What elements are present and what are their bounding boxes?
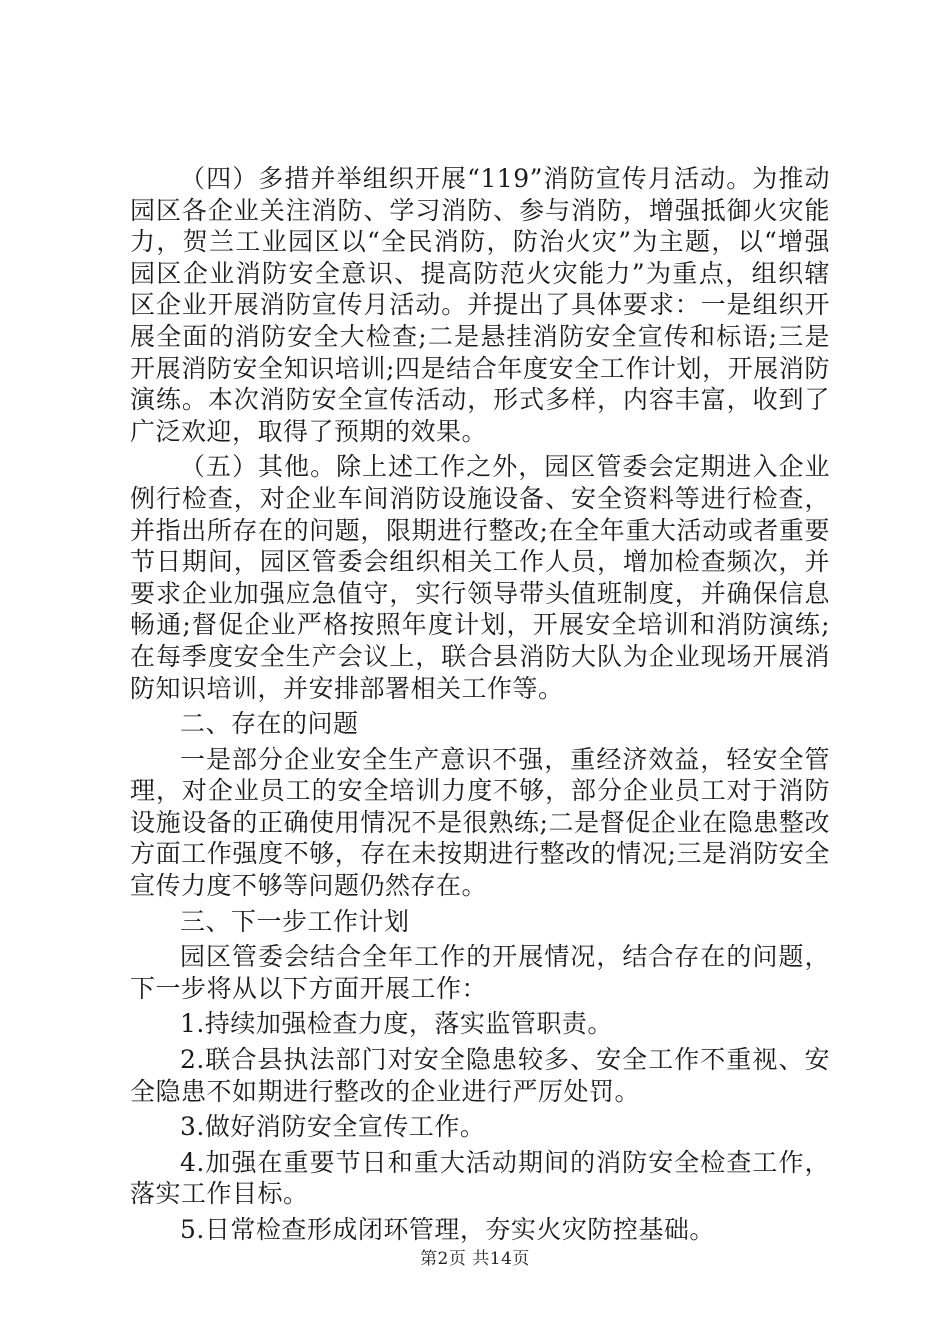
paragraph-fire-safety-month: （四）多措并举组织开展“119”消防宣传月活动。为推动园区各企业关注消防、学习消防、参与消防，增强抵御火灾能力，贺兰工业园区以“全民消防，防治火灾”为主题，以“增强园区企业消防安全意识、提高防范火灾能力”为重点，组织辖区企业开展消防宣传月活动。并提出了具体要求：一是组织开展全面的消防安全大检查;二是悬挂消防安全宣传和标语;三是开展消防安全知识培训;四是结合年度安全工作计划，开展消防演练。本次消防安全宣传活动，形式多样，内容丰富，收到了广泛欢迎，取得了预期的效果。 (130, 164, 830, 446)
list-item: 3.做好消防安全宣传工作。 (180, 1112, 486, 1142)
paragraph-problems: 一是部分企业安全生产意识不强，重经济效益，轻安全管理，对企业员工的安全培训力度不够，部分企业员工对于消防设施设备的正确使用情况不是很熟练;二是督促企业在隐患整改方面工作强度不够，存在未按期进行整改的情况;三是消防安全宣传力度不够等问题仍然存在。 (130, 744, 830, 901)
list-item: 1.持续加强检查力度，落实监管职责。 (180, 1009, 613, 1039)
section-heading-next-plan: 三、下一步工作计划 (180, 906, 410, 936)
list-item: 4.加强在重要节日和重大活动期间的消防安全检查工作，落实工作目标。 (130, 1147, 830, 1209)
section-heading-problems: 二、存在的问题 (180, 709, 359, 739)
document-body (130, 163, 830, 1250)
list-item: 2.联合县执法部门对安全隐患较多、安全工作不重视、安全隐患不如期进行整改的企业进行严厉处罚。 (130, 1045, 830, 1106)
paragraph-other-work: （五）其他。除上述工作之外，园区管委会定期进入企业例行检查，对企业车间消防设施设备、安全资料等进行检查，并指出所存在的问题，限期进行整改;在全年重大活动或者重要节日期间，园区管委会组织相关工作人员，增加检查频次，并要求企业加强应急值守，实行领导带头值班制度，并确保信息畅通;督促企业严格按照年度计划，开展安全培训和消防演练;在每季度安全生产会议上，联合县消防大队为企业现场开展消防知识培训，并安排部署相关工作等。 (130, 452, 830, 703)
list-item: 5.日常检查形成闭环管理，夯实火灾防控基础。 (180, 1215, 715, 1244)
page-number-footer: 第2页 共14页 (420, 1249, 530, 1269)
paragraph-next-plan-intro: 园区管委会结合全年工作的开展情况，结合存在的问题，下一步将从以下方面开展工作： (130, 942, 830, 1003)
